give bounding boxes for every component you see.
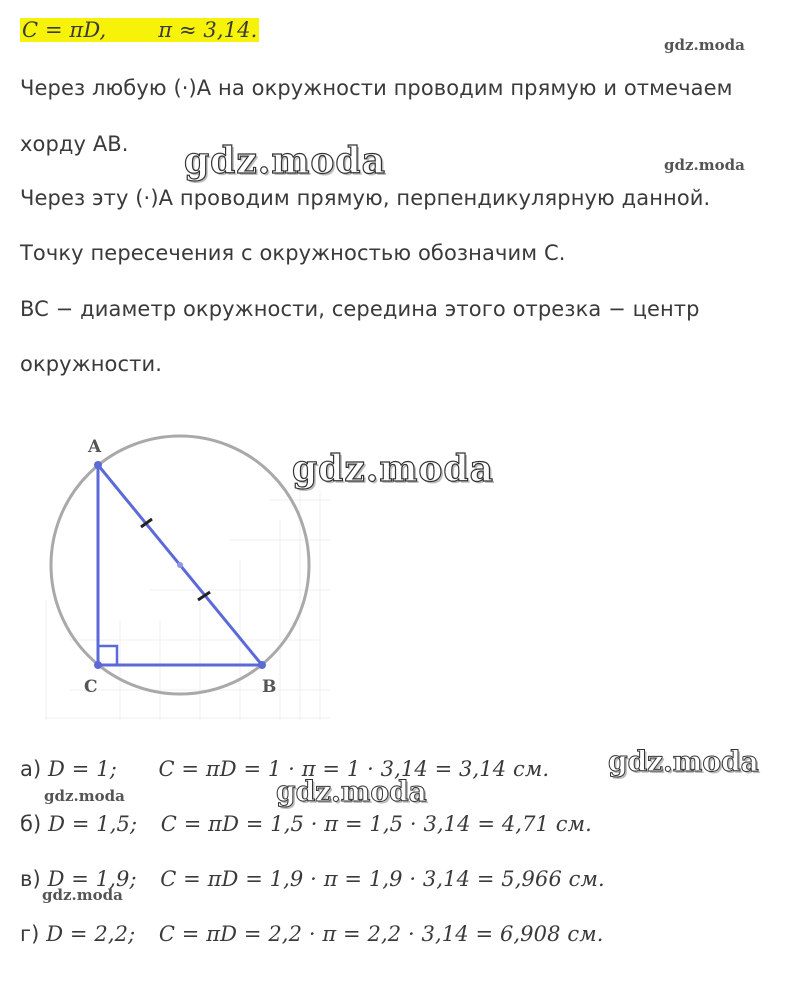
watermark: gdz.moda — [276, 775, 427, 808]
answer-prefix: а) — [20, 757, 42, 781]
paragraph-4: Точку пересечения с окружностью обозначим C. — [20, 241, 566, 265]
answer-prefix: г) — [20, 922, 40, 946]
right-angle-mark — [98, 646, 117, 665]
point-b — [258, 661, 266, 669]
answer-prefix: б) — [20, 812, 42, 836]
label-c: C — [84, 677, 98, 697]
point-a — [94, 461, 102, 469]
point-c — [94, 661, 102, 669]
answer-given: D = 1,5; — [48, 812, 138, 836]
answer-calc: C = πD = 1,9 · π = 1,9 · 3,14 = 5,966 см. — [160, 867, 605, 891]
paragraph-5: BC − диаметр окружности, середина этого отрезка − центр — [20, 297, 700, 321]
answer-row-d — [20, 922, 603, 946]
watermark: gdz.moda — [42, 886, 123, 904]
answer-row-b — [20, 812, 592, 836]
answer-given: D = 2,2; — [46, 922, 136, 946]
paragraph-6: окружности. — [20, 352, 162, 376]
center-point — [177, 562, 183, 568]
watermark: gdz.moda — [292, 448, 494, 490]
formula-right: π ≈ 3,14. — [158, 18, 258, 42]
answer-given: D = 1,9; — [47, 867, 137, 891]
answer-given: D = 1; — [48, 757, 117, 781]
watermark: gdz.moda — [184, 140, 386, 182]
watermark: gdz.moda — [44, 787, 125, 805]
label-b: B — [262, 677, 277, 697]
answer-calc: C = πD = 2,2 · π = 2,2 · 3,14 = 6,908 см. — [158, 922, 604, 946]
paragraph-3: Через эту (·)A проводим прямую, перпендикулярную данной. — [20, 186, 711, 210]
answer-calc: C = πD = 1 · π = 1 · 3,14 = 3,14 см. — [158, 757, 550, 781]
watermark: gdz.moda — [664, 156, 745, 174]
answer-prefix: в) — [20, 867, 41, 891]
paragraph-2: хорду AB. — [20, 132, 129, 156]
answer-calc: C = πD = 1,5 · π = 1,5 · 3,14 = 4,71 см. — [160, 812, 592, 836]
watermark: gdz.moda — [664, 36, 745, 54]
paragraph-1: Через любую (·)A на окружности проводим прямую и отмечаем — [20, 76, 733, 100]
formula-left: C = πD, — [22, 18, 107, 42]
watermark: gdz.moda — [608, 745, 759, 778]
label-a: A — [88, 437, 102, 457]
